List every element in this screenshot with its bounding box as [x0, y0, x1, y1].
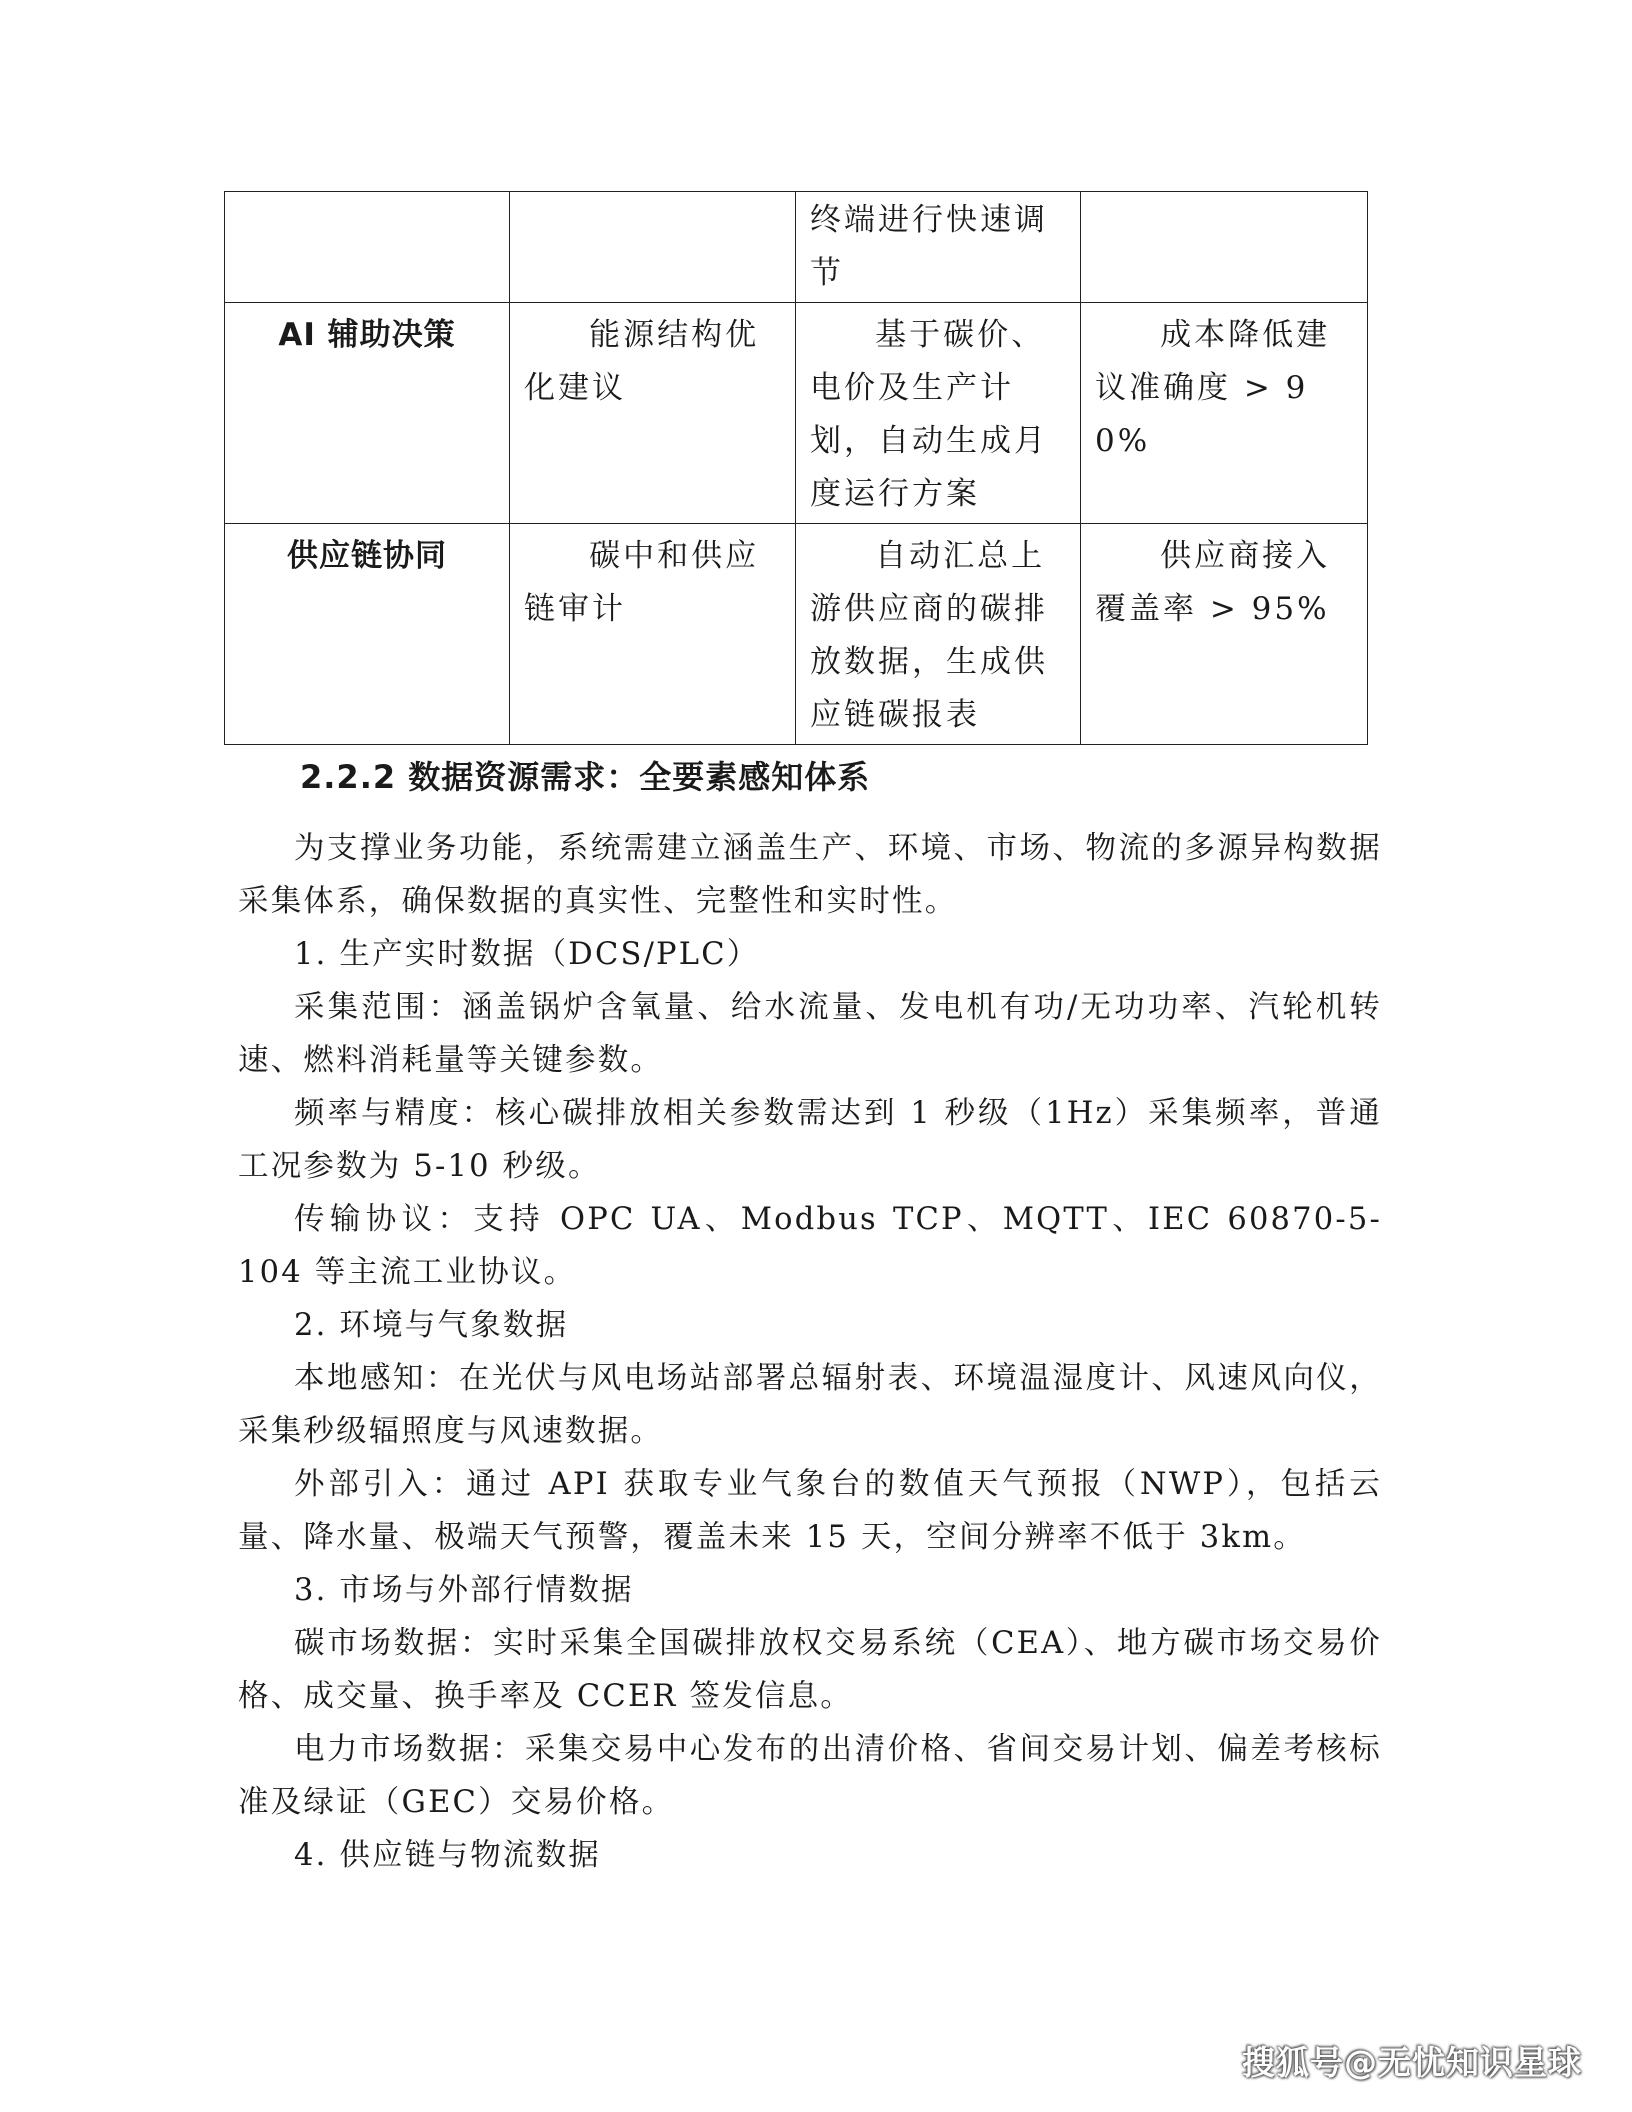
table-row [225, 524, 1368, 745]
list-heading: 2. 环境与气象数据 [294, 1308, 569, 1343]
list-heading: 4. 供应链与物流数据 [294, 1838, 601, 1873]
paragraph: 传输协议：支持 OPC UA、Modbus TCP、MQTT、IEC 60870-5-104 等主流工业协议。 [238, 1202, 1382, 1290]
paragraph: 为支撑业务功能，系统需建立涵盖生产、环境、市场、物流的多源异构数据采集体系，确保数据的真实性、完整性和实时性。 [238, 831, 1382, 919]
table-row [225, 303, 1368, 524]
table-cell [225, 192, 510, 303]
section-body [238, 822, 1382, 1882]
paragraph: 碳市场数据：实时采集全国碳排放权交易系统（CEA）、地方碳市场交易价格、成交量、换手率及 CCER 签发信息。 [238, 1626, 1382, 1714]
section-heading: 2.2.2 数据资源需求：全要素感知体系 [300, 758, 871, 796]
table-cell [510, 192, 796, 303]
table-cell: 终端进行快速调节 [796, 192, 1081, 303]
function-cell: 碳中和供应链审计 [510, 524, 796, 745]
table-row [225, 192, 1368, 303]
description-cell: 基于碳价、电价及生产计划，自动生成月度运行方案 [796, 303, 1081, 524]
module-name-cell: AI 辅助决策 [225, 303, 510, 524]
requirements-table [224, 191, 1368, 745]
list-heading: 3. 市场与外部行情数据 [294, 1573, 634, 1608]
watermark: 搜狐号@无忧知识星球 [1242, 2043, 1582, 2082]
table-cell [1081, 192, 1368, 303]
paragraph: 外部引入：通过 API 获取专业气象台的数值天气预报（NWP），包括云量、降水量、极端天气预警，覆盖未来 15 天，空间分辨率不低于 3km。 [238, 1467, 1382, 1555]
paragraph: 电力市场数据：采集交易中心发布的出清价格、省间交易计划、偏差考核标准及绿证（GEC）交易价格。 [238, 1732, 1382, 1820]
module-name-cell: 供应链协同 [225, 524, 510, 745]
paragraph: 本地感知：在光伏与风电场站部署总辐射表、环境温湿度计、风速风向仪，采集秒级辐照度与风速数据。 [238, 1361, 1382, 1449]
paragraph: 频率与精度：核心碳排放相关参数需达到 1 秒级（1Hz）采集频率，普通工况参数为 5-10 秒级。 [238, 1096, 1382, 1184]
paragraph: 采集范围：涵盖锅炉含氧量、给水流量、发电机有功/无功功率、汽轮机转速、燃料消耗量等关键参数。 [238, 990, 1382, 1078]
description-cell: 自动汇总上游供应商的碳排放数据，生成供应链碳报表 [796, 524, 1081, 745]
function-cell: 能源结构优化建议 [510, 303, 796, 524]
metric-cell: 成本降低建议准确度 > 90% [1081, 303, 1368, 524]
metric-cell: 供应商接入覆盖率 > 95% [1081, 524, 1368, 745]
list-heading: 1. 生产实时数据（DCS/PLC） [294, 937, 760, 972]
